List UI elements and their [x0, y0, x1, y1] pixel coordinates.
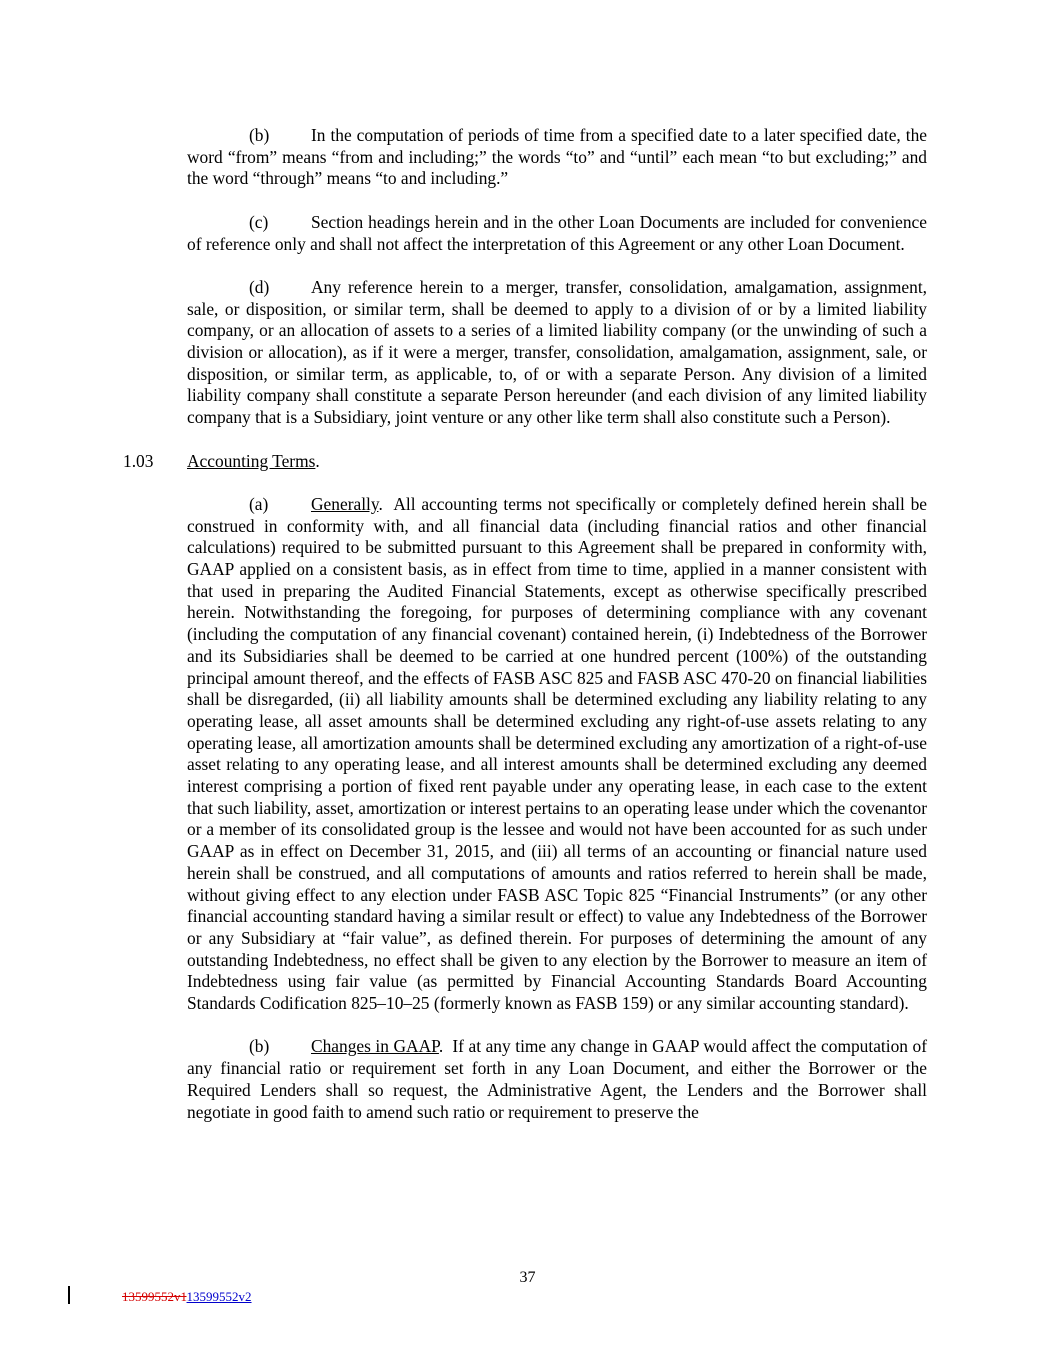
paragraph-heading: Changes in GAAP — [311, 1036, 439, 1057]
document-id-inserted: 13599552v2 — [186, 1289, 252, 1304]
document-body — [123, 125, 927, 1123]
paragraph-d-divisions — [187, 277, 927, 429]
paragraph-c-section-headings — [187, 212, 927, 255]
paragraph-label: (d) — [249, 276, 270, 297]
paragraph-heading-suffix: . — [438, 1036, 444, 1057]
page-number: 37 — [519, 1269, 536, 1286]
paragraph-text: If at any time any change in GAAP would affect the computation of any financial ratio or requirement set forth in any Loan Document, and either the Borrower or the Required Lenders shall so request, the Administrative Agent, the Lenders and the Borrower shall negotiate in good faith to amend such ratio or requirement to preserve the — [187, 1036, 927, 1122]
section-title: Accounting Terms — [187, 450, 316, 471]
change-bar — [68, 1286, 70, 1304]
paragraph-heading: Generally — [311, 493, 379, 514]
paragraph-gap — [187, 190, 927, 212]
paragraph-text: All accounting terms not specifically or completely defined herein shall be construed in conformity with, and all financial data (including financial ratios and other financial calculations) required to be submitted pursuant to this Agreement shall be prepared in conformity with, GAAP applied on a consistent basis, as in effect from time to time, applied in a manner consistent with that used in preparing the Audited Financial Statements, except as otherwise specifically prescribed herein. Notwithstanding the foregoing, for purposes of determining compliance with any covenant (including the computation of any financial covenant) contained herein, (i) Indebtedness of the Borrower and its Subsidiaries shall be deemed to be carried at one hundred percent (100%) of the outstanding principal amount thereof, and the effects of FASB ASC 825 and FASB ASC 470-20 on financial liabilities shall be disregarded, (ii) all liability amounts shall be determined excluding any liability relating to any operating lease, all asset amounts shall be determined excluding any right-of-use assets relating to any operating lease, all amortization amounts shall be determined excluding any amortization of a right-of-use asset relating to any operating lease, and all interest amounts shall be determined excluding any deemed interest comprising a portion of fixed rent payable under any operating lease, in each case to the extent that such liability, asset, amortization or interest pertains to an operating lease under which the covenantor or a member of its consolidated group is the lessee and would not have been accounted for as such under GAAP as in effect on December 31, 2015, and (iii) all terms of an accounting or financial nature used herein shall be construed, and all computations of amounts and ratios referred to herein shall be made, without giving effect to any election under FASB ASC Topic 825 “Financial Instruments” (or any other financial accounting standard having a similar result or effect) to value any Indebtedness of the Borrower or any Subsidiary at “fair value”, as defined therein. For purposes of determining the amount of any outstanding Indebtedness, no effect shall be given to any election by the Borrower to measure an item of Indebtedness using fair value (as permitted by Financial Accounting Standards Board Accounting Standards Codification 825–10–25 (formerly known as FASB 159) or any similar accounting standard). — [187, 493, 927, 1014]
section-heading — [123, 450, 927, 473]
paragraph-text: Any reference herein to a merger, transfer, consolidation, amalgamation, assignment, sale, or disposition, or similar term, shall be deemed to apply to a division of or by a limited liability company, or an allocation of assets to a series of a limited liability company (or the unwinding of such a division or allocation), as if it were a merger, transfer, consolidation, amalgamation, assignment, sale, or disposition, or similar term, as applicable, to, of or with a separate Person. Any division of a limited liability company shall constitute a separate Person hereunder (and each division of any limited liability company that is a Subsidiary, joint venture or any other like term shall also constitute such a Person). — [187, 276, 927, 428]
paragraph-heading-suffix: . — [378, 493, 383, 514]
document-id — [122, 1289, 252, 1305]
section-number: 1.03 — [123, 450, 154, 471]
paragraph-label: (b) — [249, 1036, 270, 1057]
document-id-deleted: 13599552v1 — [122, 1289, 187, 1304]
paragraph-text: In the computation of periods of time from a specified date to a later specified date, the word “from” means “from and including;” the words “to” and “until” each mean “to but excluding;” and the word “through” means “to and including.” — [187, 125, 927, 189]
paragraph-label: (a) — [249, 493, 269, 514]
paragraph-label: (c) — [249, 211, 269, 232]
paragraph-gap — [187, 472, 927, 494]
section-title-suffix: . — [315, 450, 320, 471]
paragraph-text: Section headings herein and in the other Loan Documents are included for convenience of reference only and shall not affect the interpretation of this Agreement or any other Loan Document. — [187, 211, 927, 254]
paragraph-gap — [187, 1015, 927, 1037]
paragraph-b-time-periods — [187, 125, 927, 190]
paragraph-a-generally — [187, 494, 927, 1015]
paragraph-label: (b) — [249, 125, 270, 145]
paragraph-gap — [187, 255, 927, 277]
paragraph-b-changes-in-gaap — [187, 1036, 927, 1123]
paragraph-gap — [187, 429, 927, 451]
